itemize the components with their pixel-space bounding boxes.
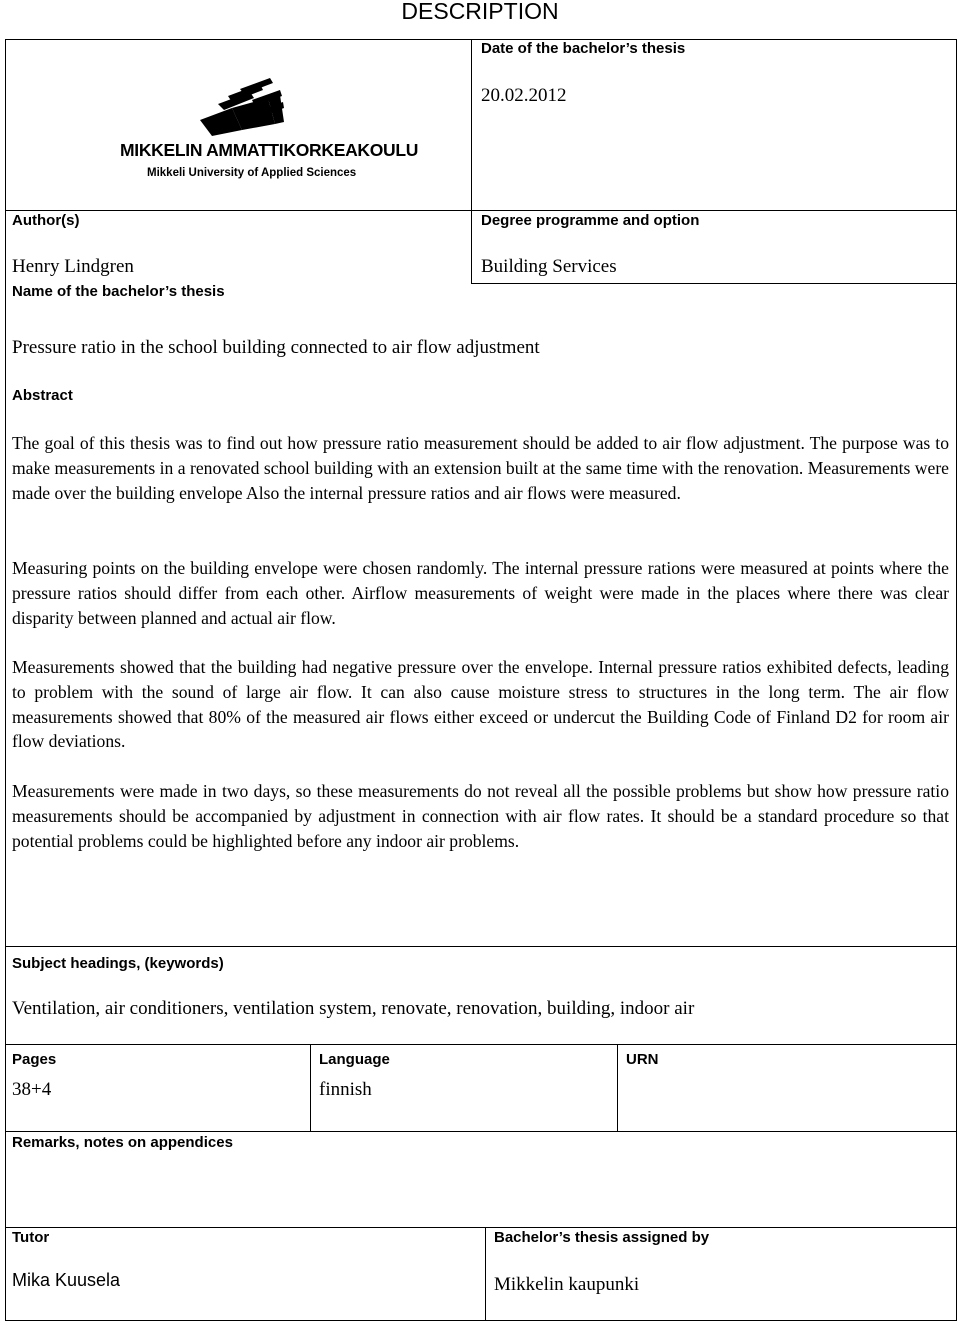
keywords-value: Ventilation, air conditioners, ventilation system, renovate, renovation, building, indoor air [12,998,695,1019]
degree-label: Degree programme and option [481,212,700,229]
divider [5,210,957,211]
divider [485,1227,486,1321]
logo-mark-icon [120,78,360,140]
assigned-by-label: Bachelor’s thesis assigned by [494,1229,710,1246]
date-value: 20.02.2012 [481,85,567,106]
abstract-paragraph: Measurements were made in two days, so these measurements do not reveal all the possible problems but show how pressure ratio measurements should be accompanied by adjustment in connection with air flow rates. It should be a standard procedure so that potential problems could be highlighted before any indoor air problems. [12,781,949,851]
divider [310,1044,311,1131]
pages-label: Pages [12,1051,57,1068]
author-label: Author(s) [12,212,80,229]
thesis-name-value: Pressure ratio in the school building connected to air flow adjustment [12,337,540,358]
page-title: DESCRIPTION [401,0,559,24]
degree-value: Building Services [481,256,617,277]
keywords-label: Subject headings, (keywords) [12,955,224,972]
date-label: Date of the bachelor’s thesis [481,40,686,57]
tutor-label: Tutor [12,1229,50,1246]
divider [617,1044,618,1131]
remarks-label: Remarks, notes on appendices [12,1134,233,1151]
logo-subtitle: Mikkeli University of Applied Sciences [147,167,357,179]
logo-name: MIKKELIN AMMATTIKORKEAKOULU [120,140,419,160]
abstract-paragraph: The goal of this thesis was to find out how pressure ratio measurement should be added to air flow adjustment. The purpose was to make measurements in a renovated school building with an extension built at the same time with the renovation. Measurements were made over the building envelope Also the internal pressure ratios and air flows were measured. [12,433,949,503]
pages-value: 38+4 [12,1079,52,1100]
abstract-paragraph: Measuring points on the building envelope were chosen randomly. The internal pressure rations were measured at points where the pressure ratios should differ from each other. Airflow measurements of weight were made in the places where there was clear disparity between planned and actual air flow. [12,558,949,628]
assigned-by-value: Mikkelin kaupunki [494,1274,640,1295]
abstract-label: Abstract [12,387,73,404]
abstract-paragraph: Measurements showed that the building had negative pressure over the envelope. Internal pressure ratios exhibited defects, leading to problem with the sound of large air flow. It can also cause moisture stress to structures in the long term. The air flow measurements showed that 80% of the measured air flows either exceed or undercut the Building Code of Finland D2 for room air flow deviations. [12,657,949,752]
divider [471,39,472,284]
divider [471,283,957,284]
tutor-value: Mika Kuusela [12,1270,121,1290]
divider [5,1227,957,1228]
language-label: Language [319,1051,390,1068]
divider [5,946,957,947]
author-value: Henry Lindgren [12,256,134,277]
divider [5,1044,957,1045]
urn-label: URN [626,1051,659,1068]
language-value: finnish [319,1079,372,1100]
thesis-name-label: Name of the bachelor’s thesis [12,283,225,300]
divider [5,1131,957,1132]
